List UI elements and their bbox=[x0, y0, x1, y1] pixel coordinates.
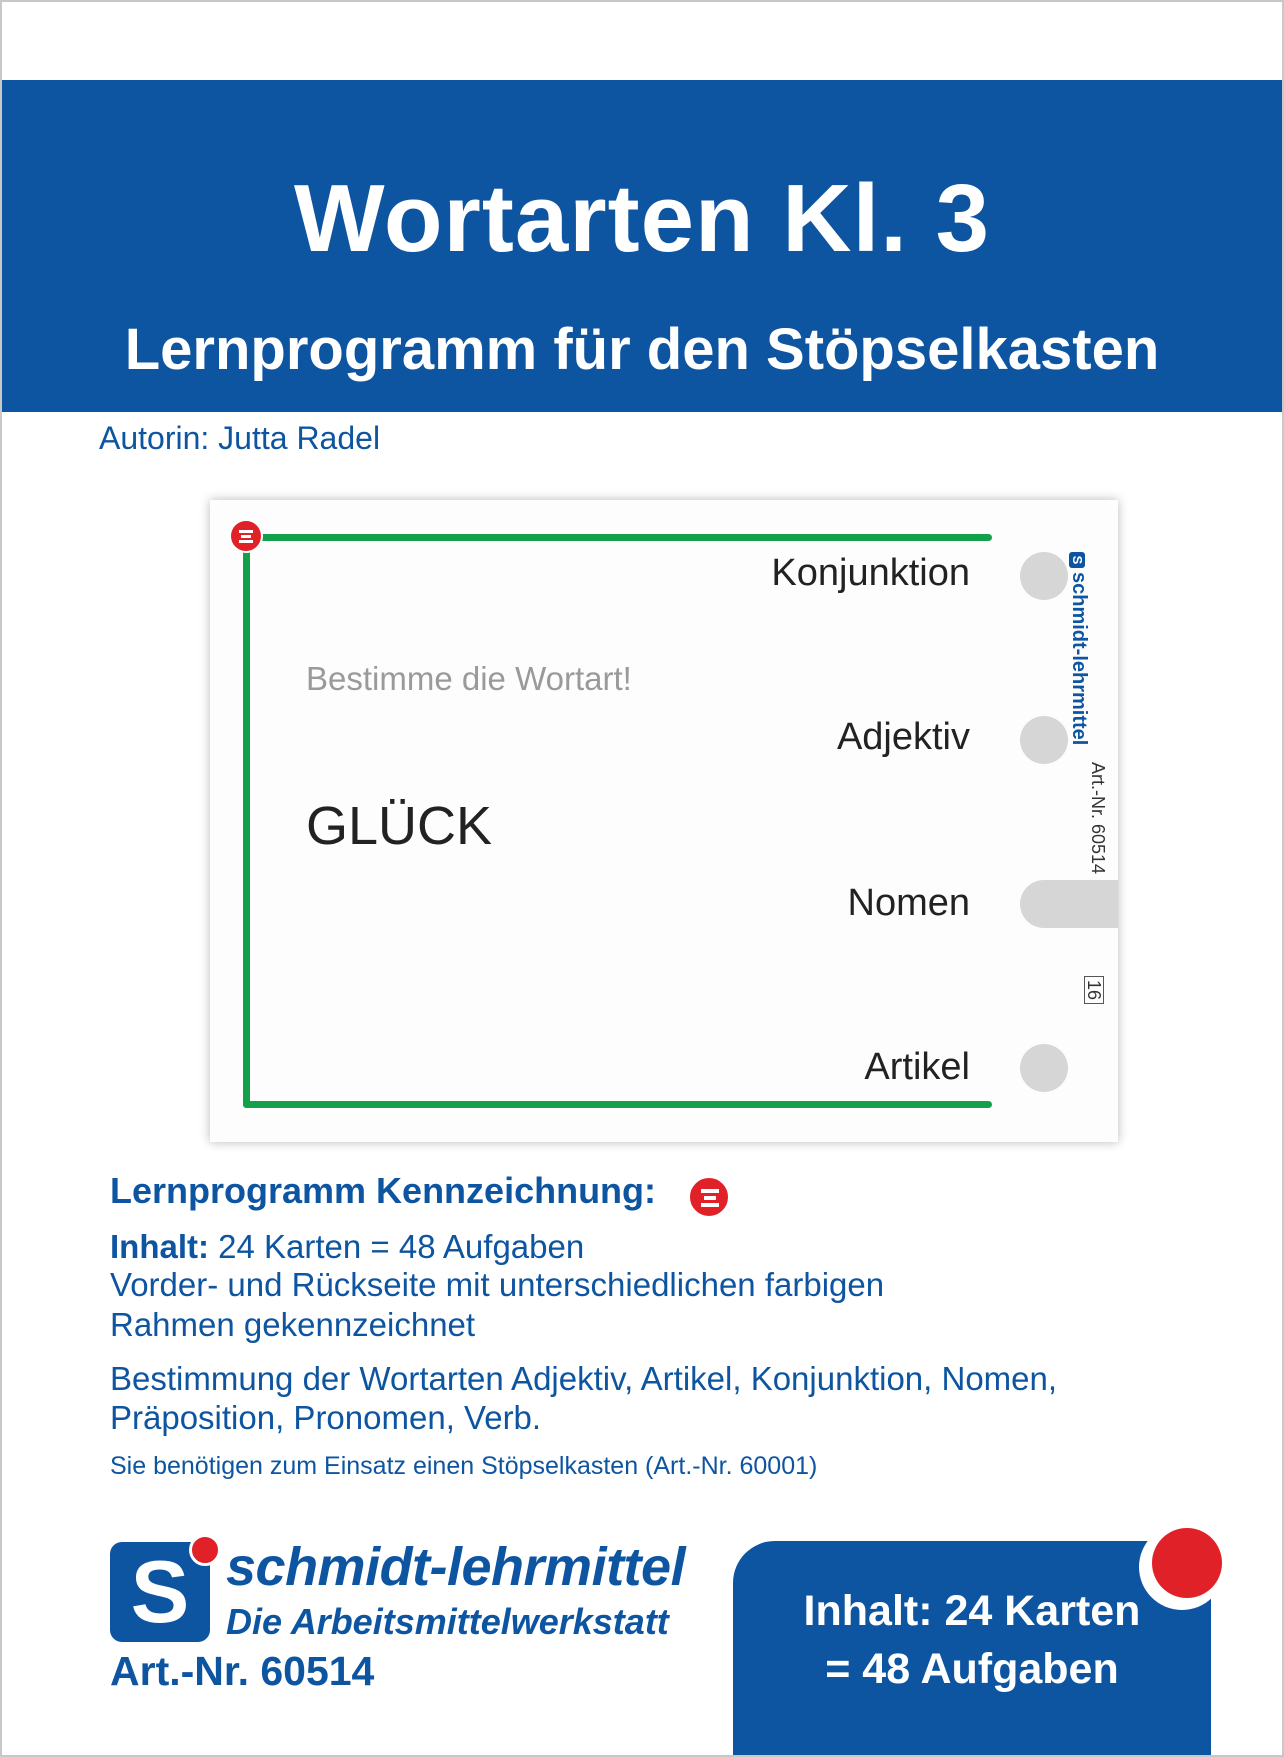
card-word: GLÜCK bbox=[306, 796, 493, 856]
article-number: Art.-Nr. 60514 bbox=[110, 1648, 375, 1694]
author-line: Autorin: Jutta Radel bbox=[99, 420, 381, 456]
badge-line: = 48 Aufgaben bbox=[825, 1645, 1119, 1693]
card-number: 16 bbox=[1084, 976, 1104, 1004]
card-art-nr: Art.-Nr. 60514 bbox=[1088, 762, 1108, 875]
card-brand bbox=[1067, 552, 1090, 745]
card-frame-bottom bbox=[243, 1101, 992, 1108]
card-frame-top bbox=[243, 534, 992, 541]
logo-dot-icon bbox=[189, 1534, 221, 1566]
plug-slot-correct bbox=[1020, 880, 1118, 928]
page-subtitle: Lernprogramm für den Stöpselkasten bbox=[124, 317, 1160, 382]
brand-logo-icon: S bbox=[110, 1542, 210, 1642]
plug-hole bbox=[1020, 552, 1068, 600]
card-prompt: Bestimme die Wortart! bbox=[306, 660, 632, 697]
sample-card bbox=[210, 500, 1118, 1142]
page-title: Wortarten Kl. 3 bbox=[294, 165, 990, 272]
option-adjektiv: Adjektiv bbox=[836, 716, 970, 758]
card-frame-left bbox=[243, 534, 250, 1108]
brand-logo-icon: S bbox=[1069, 552, 1085, 568]
red-dot-icon bbox=[1152, 1528, 1222, 1598]
program-marker-icon bbox=[229, 519, 263, 553]
plug-hole bbox=[1020, 716, 1068, 764]
option-artikel: Artikel bbox=[864, 1046, 970, 1088]
content-line bbox=[110, 1228, 584, 1266]
brand-tagline: Die Arbeitsmittelwerkstatt bbox=[226, 1601, 669, 1642]
option-konjunktion: Konjunktion bbox=[771, 552, 970, 594]
description-line: Vorder- und Rückseite mit unterschiedlichen farbigen bbox=[110, 1266, 885, 1303]
title-banner bbox=[2, 80, 1282, 412]
word-types-line: Bestimmung der Wortarten Adjektiv, Artikel, Konjunktion, Nomen, bbox=[110, 1360, 1058, 1397]
option-nomen: Nomen bbox=[847, 882, 970, 924]
content-value: 24 Karten = 48 Aufgaben bbox=[208, 1228, 585, 1265]
word-types-line: Präposition, Pronomen, Verb. bbox=[110, 1399, 542, 1436]
badge-line: Inhalt: 24 Karten bbox=[803, 1587, 1141, 1635]
brand-name: schmidt-lehrmittel bbox=[226, 1537, 686, 1597]
description-line: Rahmen gekennzeichnet bbox=[110, 1306, 476, 1343]
plug-hole bbox=[1020, 1044, 1068, 1092]
marker-heading: Lernprogramm Kennzeichnung: bbox=[110, 1170, 657, 1211]
card-brand-label: schmidt-lehrmittel bbox=[1068, 572, 1090, 746]
program-marker-icon bbox=[688, 1176, 730, 1218]
requirement-note: Sie benötigen zum Einsatz einen Stöpselkasten (Art.-Nr. 60001) bbox=[110, 1452, 818, 1480]
content-label: Inhalt: bbox=[110, 1228, 209, 1265]
